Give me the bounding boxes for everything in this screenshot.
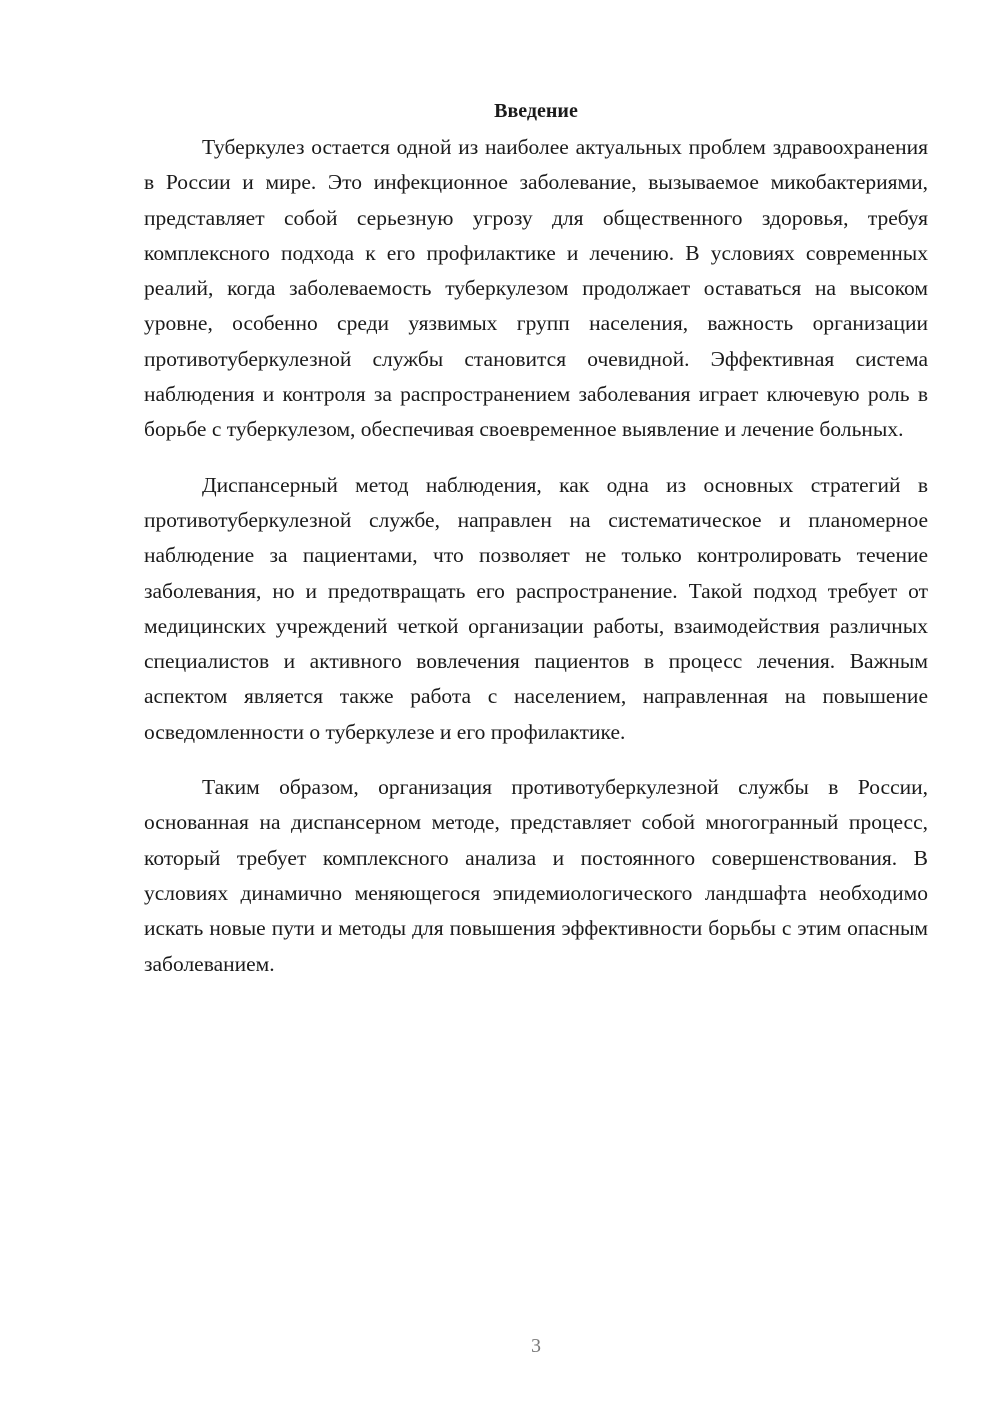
page-number: 3 bbox=[531, 1335, 541, 1357]
paragraph-3: Таким образом, организация противотуберкулезной службы в России, основанная на диспансерном методе, представляет собой многогранный процесс, который требует комплексного анализа и постоянного совершенствования. В условиях динамично меняющегося эпидемиологического ландшафта необходимо искать новые пути и методы для повышения эффективности борьбы с этим опасным заболеванием. bbox=[144, 775, 928, 976]
page-content bbox=[144, 96, 928, 1002]
paragraph-2: Диспансерный метод наблюдения, как одна из основных стратегий в противотуберкулезной службе, направлен на систематическое и планомерное наблюдение за пациентами, что позволяет не только контролировать течение заболевания, но и предотвращать его распространение. Такой подход требует от медицинских учреждений четкой организации работы, взаимодействия различных специалистов и активного вовлечения пациентов в процесс лечения. Важным аспектом является также работа с населением, направленная на повышение осведомленности о туберкулезе и его профилактике. bbox=[144, 472, 928, 744]
paragraph-1: Туберкулез остается одной из наиболее актуальных проблем здравоохранения в России и мире. Это инфекционное заболевание, вызываемое микобактериями, представляет собой серьезную угрозу для общественного здоровья, требуя комплексного подхода к его профилактике и лечению. В условиях современных реалий, когда заболеваемость туберкулезом продолжает оставаться на высоком уровне, особенно среди уязвимых групп населения, важность организации противотуберкулезной службы становится очевидной. Эффективная система наблюдения и контроля за распространением заболевания играет ключевую роль в борьбе с туберкулезом, обеспечивая своевременное выявление и лечение больных. bbox=[144, 135, 928, 442]
section-title: Введение bbox=[494, 100, 578, 122]
